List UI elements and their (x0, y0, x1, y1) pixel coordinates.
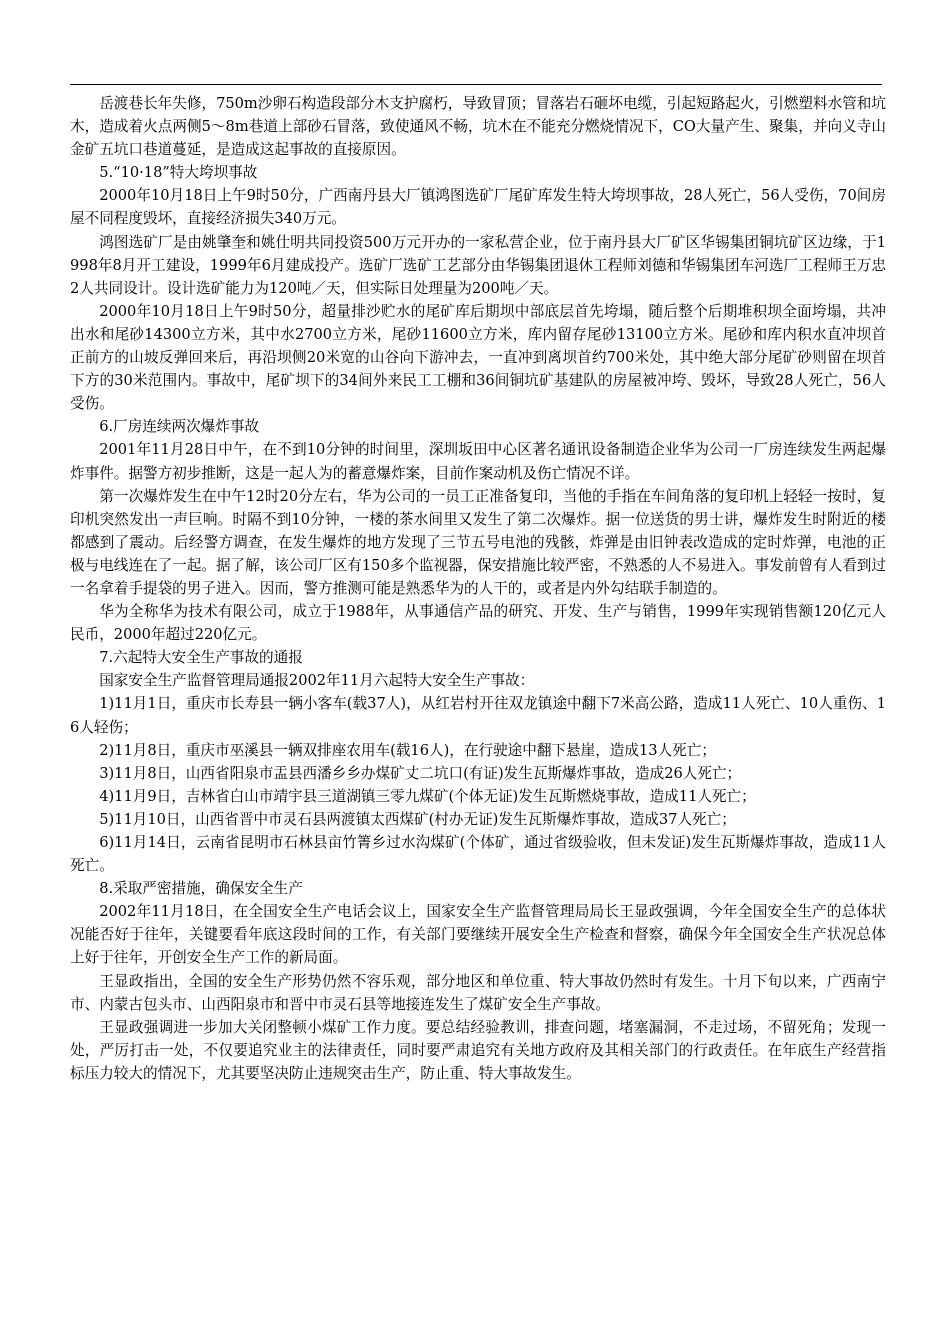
paragraph-rectification: 王显政强调进一步加大关闭整顿小煤矿工作力度。要总结经验教训，排查问题，堵塞漏洞，不走过场，不留死角；发现一处，严厉打击一处，不仅要追究业主的法律责任，同时要严肃追究有关地方政府及其相关部门的行政责任。在年底生产经营指标压力较大的情况下，尤其要坚决防止违规突击生产，防止重、特大事故发生。 (70, 1018, 886, 1082)
list-item-4: 4)11月9日，吉林省白山市靖宇县三道湖镇三零九煤矿(个体无证)发生瓦斯燃烧事故，造成11人死亡； (99, 787, 756, 805)
document-body (70, 92, 886, 1085)
paragraph-conference: 2002年11月18日，在全国安全生产电话会议上，国家安全生产监督管理局局长王显政强调，今年全国安全生产的总体状况能否好于往年，关键要看年底这段时间的工作，有关部门要继续开展安全生产检查和督察，确保今年全国安全生产状况总体上好于往年，开创安全生产工作的新局面。 (70, 903, 886, 967)
heading-dam-collapse: 5.“10·18”特大垮坝事故 (99, 164, 258, 182)
heading-six-accidents: 7.六起特大安全生产事故的通报 (99, 649, 303, 667)
list-item-2: 2)11月8日，重庆市巫溪县一辆双排座农用车(载16人)，在行驶途中翻下悬崖，造成13人死亡； (99, 741, 716, 759)
header-rule (70, 84, 882, 85)
paragraph-cause: 岳渡巷长年失修，750m沙卵石构造段部分木支护腐朽，导致冒顶；冒落岩石砸坏电缆，引起短路起火，引燃塑料水管和坑木，造成着火点两侧5～8m巷道上部砂石冒落，致使通风不畅，坑木在不能充分燃烧情况下，CO大量产生、聚集，并向义寺山金矿五坑口巷道蔓延，是造成这起事故的直接原因。 (70, 95, 886, 159)
paragraph-explosion-detail: 第一次爆炸发生在中午12时20分左右，华为公司的一员工正准备复印，当他的手指在车间角落的复印机上轻轻一按时，复印机突然发出一声巨响。时隔不到10分钟，一楼的茶水间里又发生了第二次爆炸。据一位送货的男士讲，爆炸发生时附近的楼都感到了震动。后经警方调查，在发生爆炸的地方发现了三节五号电池的残骸，炸弹是由旧钟表改造成的定时炸弹，电池的正极与电线连在了一起。据了解，该公司厂区有150多个监视器，保安措施比较严密，不熟悉的人不易进入。事发前曾有人看到过一名拿着手提袋的男子进入。因而，警方推测可能是熟悉华为的人干的，或者是内外勾结联手制造的。 (70, 487, 886, 597)
paragraph-dam-plant: 鸿图选矿厂是由姚肇奎和姚仕明共同投资500万元开办的一家私营企业，位于南丹县大厂矿区华锡集团铜坑矿区边缘，于1998年8月开工建设，1999年6月建成投产。选矿厂选矿工艺部分由华锡集团退休工程师刘德和华锡集团车河选厂工程师王万忠2人共同设计。设计选矿能力为120吨／天，但实际日处理量为200吨／天。 (70, 233, 886, 297)
paragraph-situation: 王显政指出，全国的安全生产形势仍然不容乐观，部分地区和单位重、特大事故仍然时有发生。十月下旬以来，广西南宁市、内蒙古包头市、山西阳泉市和晋中市灵石县等地接连发生了煤矿安全生产事故。 (70, 972, 886, 1013)
paragraph-dam-process: 2000年10月18日上午9时50分，超量排沙贮水的尾矿库后期坝中部底层首先垮塌，随后整个后期堆积坝全面垮塌，共冲出水和尾砂14300立方米，其中水2700立方米，尾砂11600立方米，库内留存尾砂13100立方米。尾砂和库内积水直冲坝首正前方的山坡反弹回来后，再沿坝侧20米宽的山谷向下游冲去，一直冲到离坝首约700米处，其中绝大部分尾矿砂则留在坝首下方的30米范围内。事故中，尾矿坝下的34间外来民工工棚和36间铜坑矿基建队的房屋被冲垮、毁坏，导致28人死亡，56人受伤。 (70, 302, 886, 413)
list-item-1: 1)11月1日，重庆市长寿县一辆小客车(载37人)，从红岩村开往双龙镇途中翻下7米高公路，造成11人死亡、10人重伤、16人轻伤； (70, 695, 886, 736)
paragraph-notice: 国家安全生产监督管理局通报2002年11月六起特大安全生产事故： (99, 672, 535, 690)
heading-explosion: 6.厂房连续两次爆炸事故 (99, 418, 260, 436)
list-item-6: 6)11月14日，云南省昆明市石林县亩竹箐乡过水沟煤矿(个体矿，通过省级验收，但未发证)发生瓦斯爆炸事故，造成11人死亡。 (70, 834, 886, 875)
list-item-5: 5)11月10日，山西省晋中市灵石县两渡镇太西煤矿(村办无证)发生瓦斯爆炸事故，造成37人死亡； (99, 810, 736, 828)
paragraph-huawei: 华为全称华为技术有限公司，成立于1988年，从事通信产品的研究、开发、生产与销售，1999年实现销售额120亿元人民币，2000年超过220亿元。 (70, 603, 886, 644)
paragraph-dam-summary: 2000年10月18日上午9时50分，广西南丹县大厂镇鸿图选矿厂尾矿库发生特大垮坝事故，28人死亡，56人受伤，70间房屋不同程度毁坏，直接经济损失340万元。 (70, 187, 886, 228)
paragraph-explosion-summary: 2001年11月28日中午，在不到10分钟的时间里，深圳坂田中心区著名通讯设备制造企业华为公司一厂房连续发生两起爆炸事件。据警方初步推断，这是一起人为的蓄意爆炸案，目前作案动机及伤亡情况不详。 (70, 441, 886, 482)
list-item-3: 3)11月8日，山西省阳泉市盂县西潘乡乡办煤矿丈二坑口(有证)发生瓦斯爆炸事故，造成26人死亡； (99, 764, 742, 782)
heading-measures: 8.采取严密措施，确保安全生产 (99, 880, 303, 898)
